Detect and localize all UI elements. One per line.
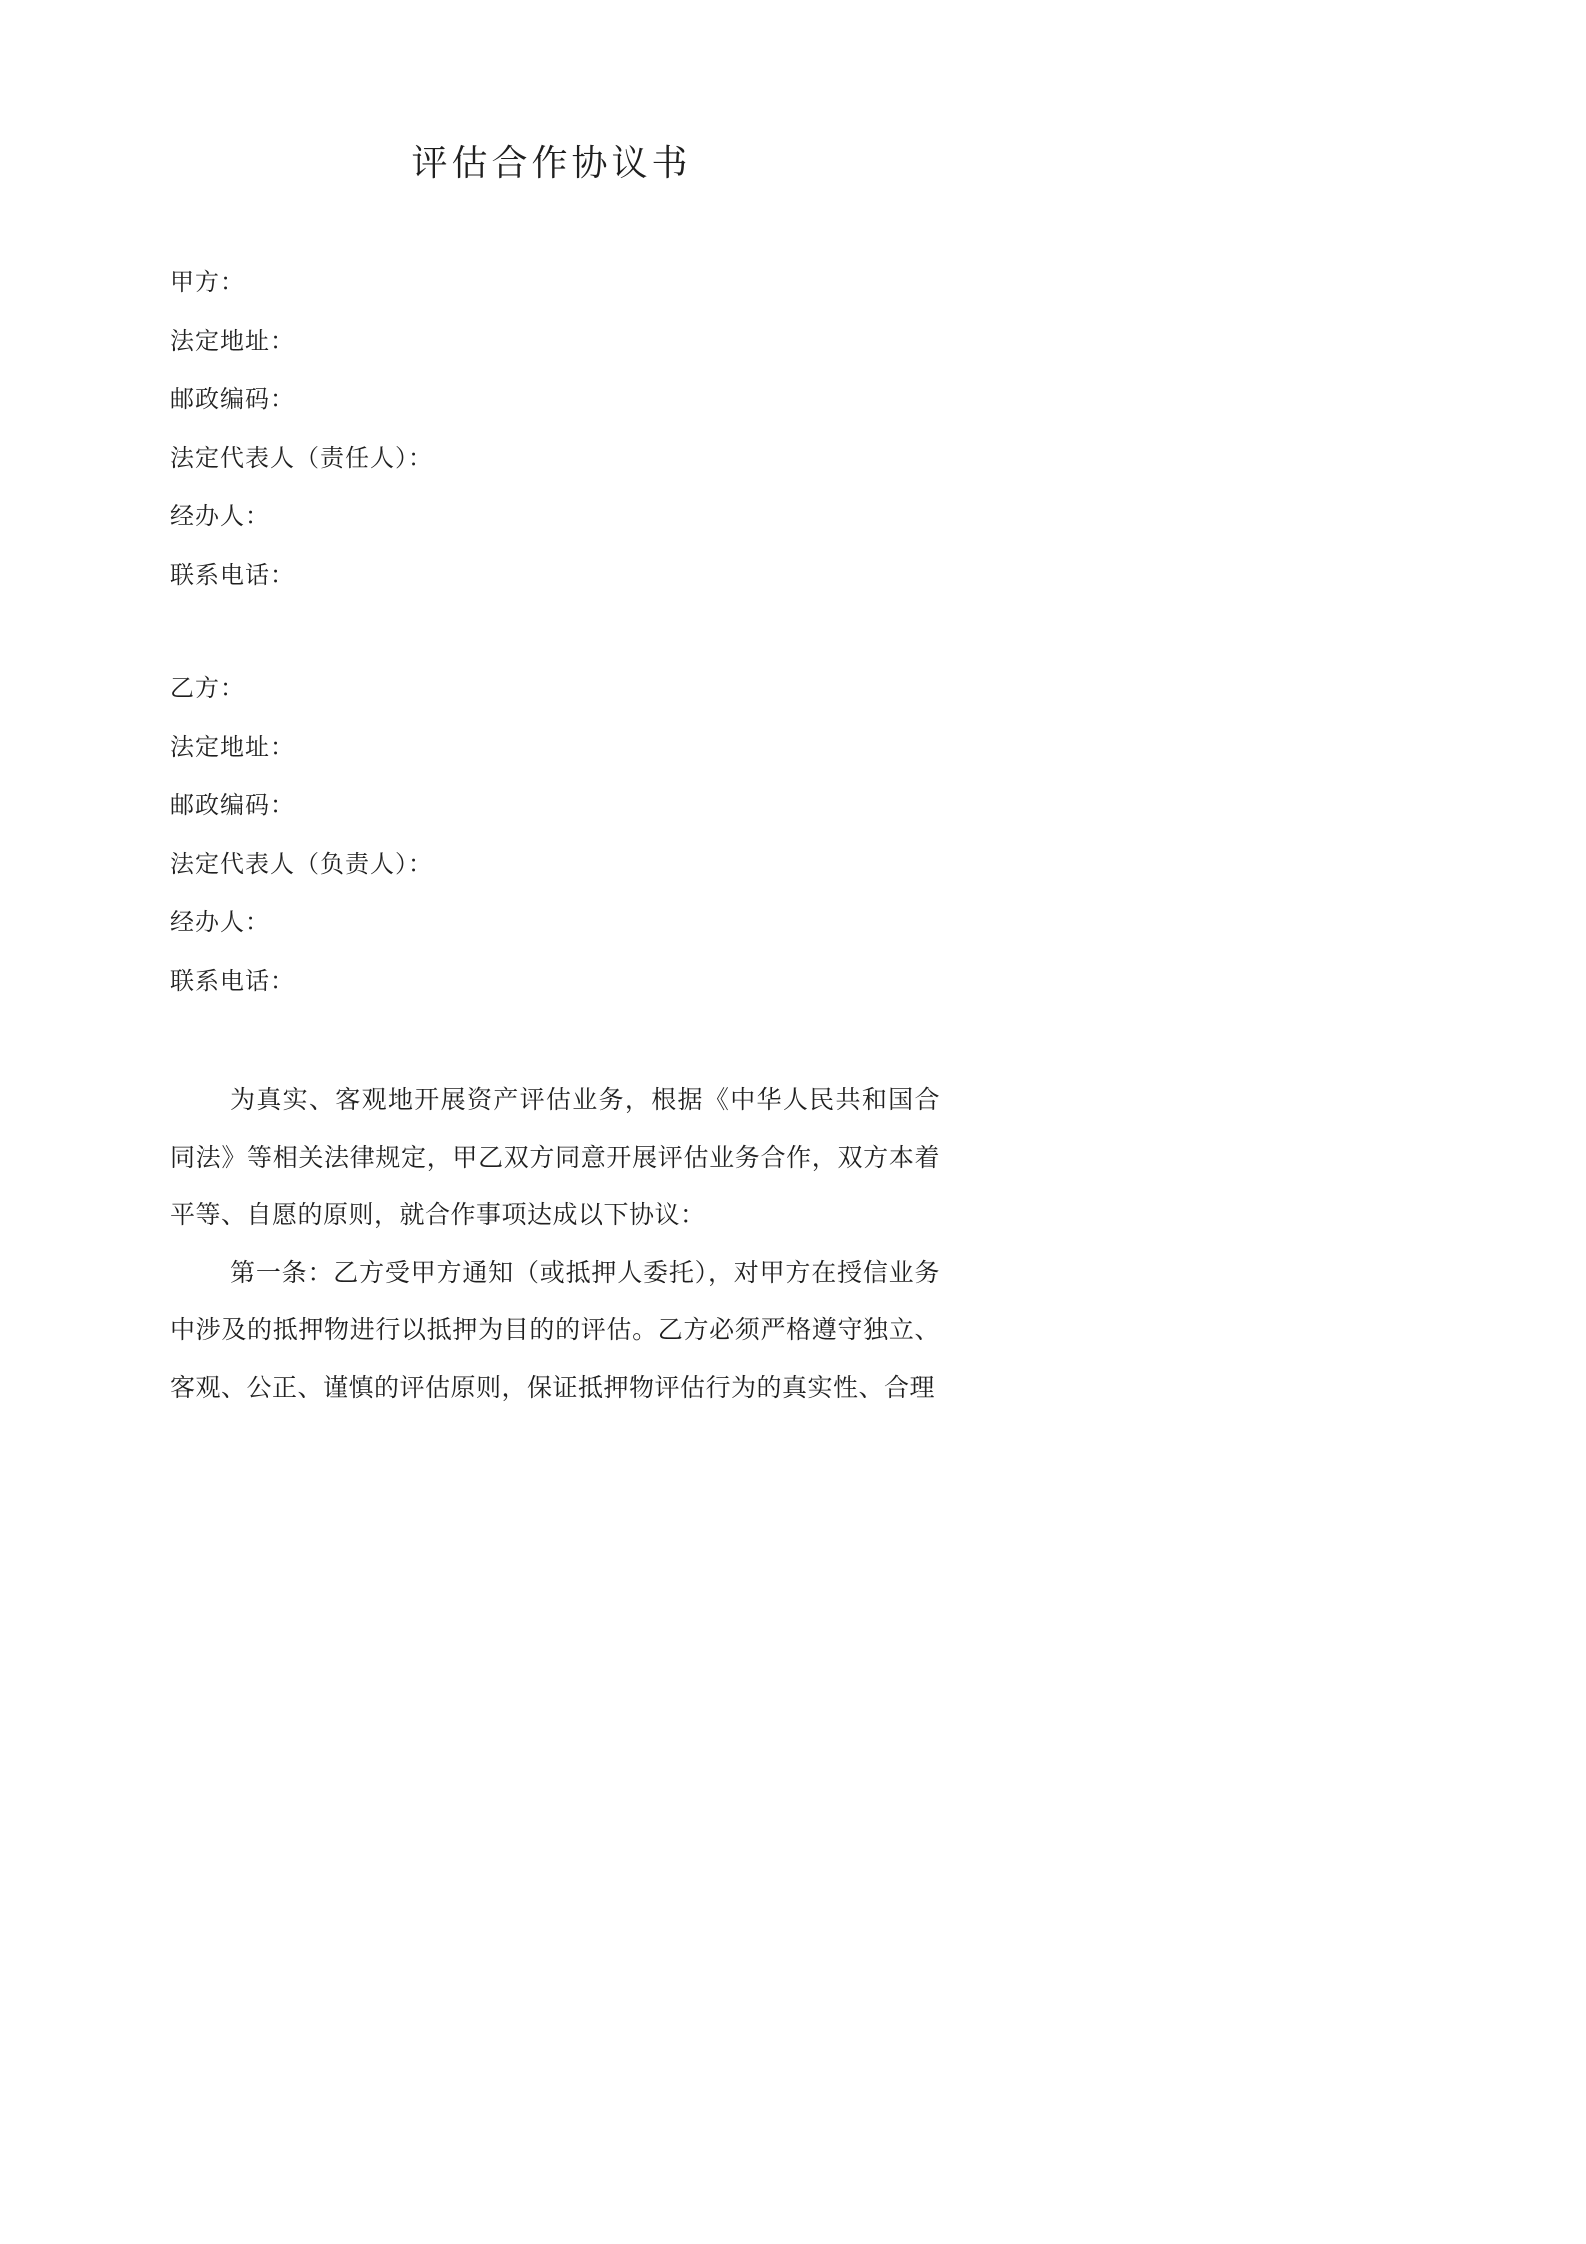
party-a-phone-field: 联系电话：	[170, 560, 295, 589]
party-a-postcode-field: 邮政编码：	[170, 385, 295, 413]
document-page	[0, 0, 1103, 1560]
party-b-postcode-field: 邮政编码：	[170, 791, 295, 819]
party-b-section	[170, 668, 950, 1019]
agreement-body	[170, 1071, 940, 1416]
party-b-phone-field: 联系电话：	[170, 966, 295, 995]
party-a-address-field: 法定地址：	[170, 326, 295, 355]
party-a-name-field: 甲方：	[170, 268, 245, 296]
preamble-paragraph: 为真实、客观地开展资产评估业务，根据《中华人民共和国合同法》等相关法律规定，甲乙双方同意开展评估业务合作，双方本着平等、自愿的原则，就合作事项达成以下协议：	[170, 1085, 940, 1229]
document-title: 评估合作协议书	[411, 143, 692, 184]
party-b-name-field: 乙方：	[170, 674, 245, 702]
party-a-section	[170, 262, 950, 613]
party-b-representative-field: 法定代表人（负责人）：	[170, 849, 433, 878]
article-one-paragraph: 第一条：乙方受甲方通知（或抵押人委托），对甲方在授信业务中涉及的抵押物进行以抵押为目的的评估。乙方必须严格遵守独立、客观、公正、谨慎的评估原则，保证抵押物评估行为的真实性、合理	[170, 1257, 940, 1402]
party-b-address-field: 法定地址：	[170, 732, 295, 761]
party-a-representative-field: 法定代表人（责任人）：	[170, 443, 433, 472]
party-b-handler-field: 经办人：	[170, 908, 270, 936]
party-a-handler-field: 经办人：	[170, 502, 270, 530]
